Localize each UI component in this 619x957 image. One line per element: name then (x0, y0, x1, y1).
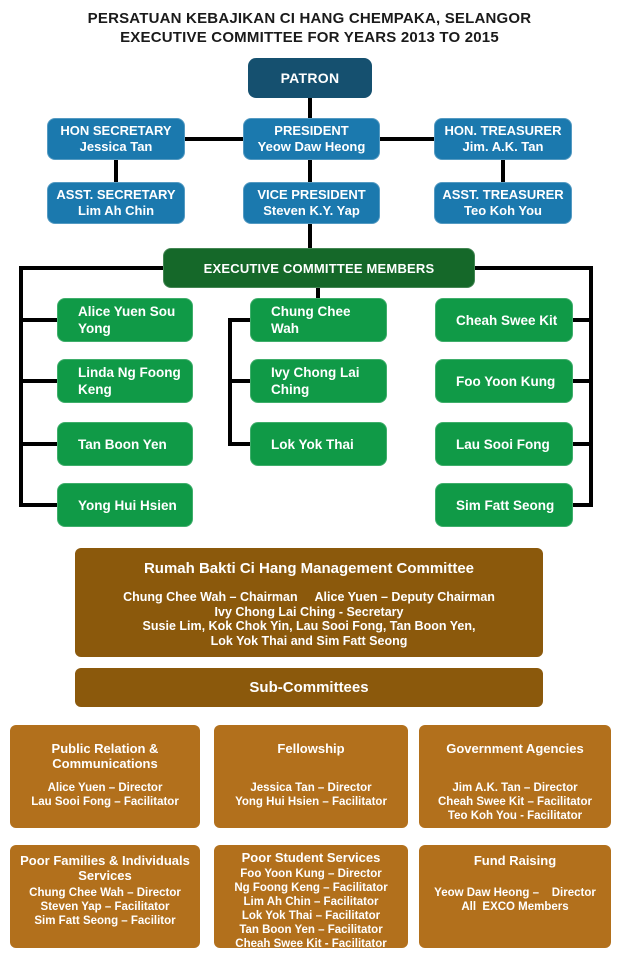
connector-president-secretary (185, 137, 243, 141)
connector-vp-exec (308, 223, 312, 249)
management-committee-box (75, 548, 543, 657)
connector-left-stub-3 (23, 442, 57, 446)
connector-patron-president (308, 98, 312, 119)
sub-committee-member: Jessica Tan – Director (250, 782, 372, 794)
management-committee-line: Ivy Chong Lai Ching - Secretary (214, 604, 404, 619)
officer-box-asst-secretary (47, 182, 185, 224)
connector-secretary-asst (114, 160, 118, 182)
connector-left-stub-4 (23, 503, 57, 507)
member-name: Sim Fatt Seong (456, 497, 555, 513)
sub-committee-member: Alice Yuen – Director (47, 782, 163, 794)
sub-committee-members (419, 886, 611, 914)
member-name: Ivy Chong Lai Ching (271, 365, 360, 397)
officer-name: Steven K.Y. Yap (263, 203, 360, 218)
connector-middle-stub-1 (232, 318, 250, 322)
page-title-line1: PERSATUAN KEBAJIKAN CI HANG CHEMPAKA, SELANGOR (87, 10, 532, 27)
management-committee-line: Susie Lim, Kok Chok Yin, Lau Sooi Fong, Tan Boon Yen, (142, 619, 476, 633)
sub-committee-member: Tan Boon Yen – Facilitator (239, 924, 383, 936)
connector-right-trunk (589, 266, 593, 507)
sub-committee-member: Yong Hui Hsien – Facilitator (235, 796, 387, 808)
sub-committee-member: Lau Sooi Fong – Facilitator (31, 796, 179, 808)
connector-right-stub-1 (573, 318, 589, 322)
officer-role: ASST. TREASURER (442, 187, 564, 202)
management-committee-line: Chung Chee Wah – Chairman Alice Yuen – Deputy Chairman (123, 590, 495, 604)
member-name: Chung Chee Wah (271, 304, 351, 336)
member-box (435, 483, 573, 527)
member-box (57, 298, 193, 342)
member-box (57, 422, 193, 466)
officer-name: Jessica Tan (79, 139, 153, 154)
sub-committee-member: Sim Fatt Seong – Facilitor (34, 915, 176, 927)
sub-committee-member: Chung Chee Wah – Director (29, 887, 181, 899)
sub-committee-box-poor-student (214, 845, 408, 948)
connector-treasurer-asst (501, 160, 505, 182)
connector-exec-right-horizontal (475, 266, 593, 270)
management-committee-members (75, 590, 543, 648)
sub-committee-members (214, 867, 408, 951)
page-title-line2: EXECUTIVE COMMITTEE FOR YEARS 2013 TO 2015 (120, 29, 499, 46)
member-box (57, 359, 193, 403)
sub-committees-header (75, 668, 543, 707)
connector-right-stub-3 (573, 442, 589, 446)
officer-name: Teo Koh You (464, 203, 542, 218)
member-name: Lok Yok Thai (271, 436, 354, 452)
connector-right-stub-4 (573, 503, 589, 507)
sub-committee-member: Steven Yap – Facilitator (40, 901, 170, 913)
member-name: Linda Ng Foong Keng (78, 365, 181, 397)
member-box (250, 359, 387, 403)
member-box (435, 359, 573, 403)
sub-committee-box-fellowship (214, 725, 408, 828)
member-box (250, 298, 387, 342)
management-committee-title: Rumah Bakti Ci Hang Management Committee (143, 560, 475, 577)
member-box (435, 422, 573, 466)
connector-middle-stub-2 (232, 379, 250, 383)
officer-box-hon-secretary (47, 118, 185, 160)
sub-committee-member: Foo Yoon Kung – Director (240, 868, 382, 880)
member-name: Lau Sooi Fong (456, 436, 550, 452)
officer-box-president (243, 118, 380, 160)
sub-committee-member: Cheah Swee Kit – Facilitator (437, 796, 592, 808)
sub-committee-box-poor-families (10, 845, 200, 948)
member-name: Yong Hui Hsien (78, 497, 177, 513)
sub-committee-member: All EXCO Members (461, 901, 569, 913)
sub-committee-members (10, 781, 200, 809)
connector-left-stub-1 (23, 318, 57, 322)
sub-committee-title: Public Relation & Communications (51, 741, 159, 771)
sub-committee-title: Fellowship (277, 741, 345, 756)
member-box (435, 298, 573, 342)
sub-committee-box-public-relation (10, 725, 200, 828)
sub-committee-title: Government Agencies (446, 741, 584, 756)
sub-committee-box-government-agencies (419, 725, 611, 828)
officer-role: ASST. SECRETARY (56, 187, 176, 202)
sub-committee-member: Lim Ah Chin – Facilitator (243, 896, 379, 908)
sub-committee-members (10, 886, 200, 928)
patron-label: PATRON (280, 70, 340, 86)
sub-committee-member: Yeow Daw Heong – Director (434, 887, 596, 899)
connector-president-vp (308, 160, 312, 182)
member-name: Cheah Swee Kit (456, 312, 558, 328)
management-committee-line: Lok Yok Thai and Sim Fatt Seong (210, 633, 408, 648)
officer-role: HON SECRETARY (60, 123, 172, 138)
officer-box-vice-president (243, 182, 380, 224)
connector-president-treasurer (380, 137, 434, 141)
member-box (250, 422, 387, 466)
officer-box-asst-treasurer (434, 182, 572, 224)
officer-name: Yeow Daw Heong (257, 139, 366, 154)
member-box (57, 483, 193, 527)
member-name: Tan Boon Yen (78, 436, 167, 452)
member-name: Alice Yuen Sou Yong (78, 304, 176, 336)
connector-left-stub-2 (23, 379, 57, 383)
sub-committee-box-fund-raising (419, 845, 611, 948)
connector-middle-stub-3 (232, 442, 250, 446)
sub-committee-members (214, 781, 408, 809)
connector-exec-left-horizontal (19, 266, 164, 270)
sub-committee-member: Lok Yok Thai – Facilitator (241, 910, 381, 922)
sub-committee-members (419, 781, 611, 823)
connector-left-trunk (19, 266, 23, 507)
sub-committee-title: Fund Raising (473, 853, 557, 868)
officer-name: Jim. A.K. Tan (462, 139, 544, 154)
officer-box-hon-treasurer (434, 118, 572, 160)
sub-committees-header-label: Sub-Committees (249, 679, 369, 696)
patron-box (248, 58, 372, 98)
sub-committee-member: Jim A.K. Tan – Director (452, 782, 578, 794)
officer-role: HON. TREASURER (444, 123, 562, 138)
exec-members-header-label: EXECUTIVE COMMITTEE MEMBERS (203, 260, 435, 276)
page-title (0, 9, 619, 47)
sub-committee-member: Ng Foong Keng – Facilitator (234, 882, 388, 894)
officer-name: Lim Ah Chin (77, 203, 155, 218)
sub-committee-title: Poor Families & Individuals Services (20, 853, 190, 883)
officer-role: PRESIDENT (274, 123, 349, 138)
connector-right-stub-2 (573, 379, 589, 383)
sub-committee-member: Teo Koh You - Facilitator (447, 810, 583, 822)
sub-committee-title: Poor Student Services (241, 850, 381, 865)
officer-role: VICE PRESIDENT (257, 187, 366, 202)
member-name: Foo Yoon Kung (456, 373, 556, 389)
sub-committee-member: Cheah Swee Kit - Facilitator (235, 938, 387, 950)
exec-members-header-box (163, 248, 475, 288)
